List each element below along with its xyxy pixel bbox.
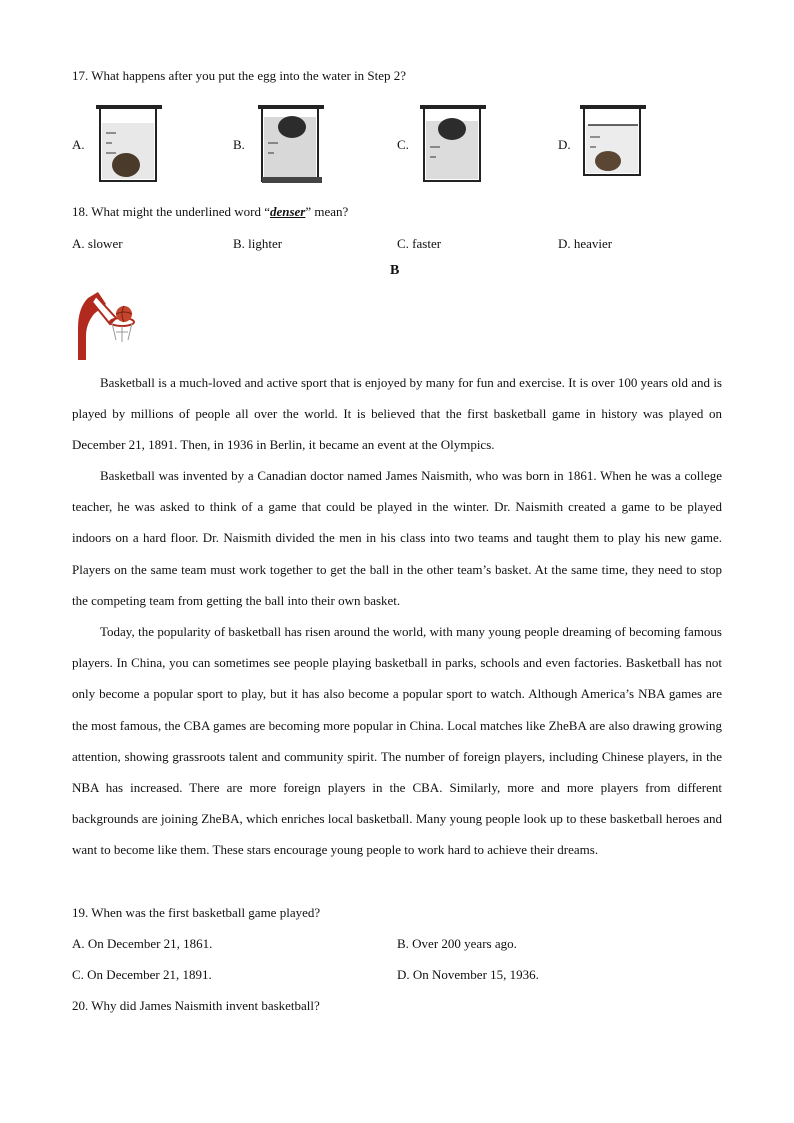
section-label: B [390, 263, 400, 278]
question-20: 20. Why did James Naismith invent basketball? [72, 998, 320, 1013]
q18-prefix: 18. What might the underlined word “ [72, 204, 270, 219]
q18-suffix: ” mean? [305, 204, 349, 219]
q19-option-c[interactable]: C. On December 21, 1891. [72, 967, 212, 982]
passage-paragraph-2: Basketball was invented by a Canadian doctor named James Naismith, who was born in 1861. When he was a college teacher, he was asked to think of a game that could be played in the winter. Dr. Naismith created a game to be played indoors on a hard floor. Dr. Naismith divided the men in his class into two teams and taught them to play his new game. Players on the same team must work together to get the ball in the other team’s basket. At the same time, they need to stop the competing team from getting the ball into their own basket. [72, 468, 722, 608]
basketball-hoop-icon [70, 288, 138, 362]
beaker-egg-bottom-clear-image [578, 103, 648, 179]
q17-option-d[interactable]: D. [558, 137, 571, 152]
q18-option-b[interactable]: B. lighter [233, 236, 283, 251]
q19-option-a[interactable]: A. On December 21, 1861. [72, 936, 213, 951]
passage-paragraph-3: Today, the popularity of basketball has risen around the world, with many young people dreaming of becoming famous players. In China, you can sometimes see people playing basketball in parks, schools and even factories. Basketball has not only become a popular sport to play, but it has also become a popular sport to watch. Although America’s NBA games are the most famous, the CBA games are becoming more popular in China. Local matches like ZheBA are also drawing growing attention, showing grassroots talent and community spirit. The number of foreign players, including Chinese players, in the NBA has increased. There are more foreign players in the CBA. Similarly, more and more players from different backgrounds are joining ZheBA, which enriches local basketball. Many young people look up to these basketball heroes and want to become like them. These stars encourage young people to work hard to achieve their dreams. [72, 624, 722, 858]
beaker-egg-bottom-image [94, 103, 164, 185]
passage-paragraph-1: Basketball is a much-loved and active sport that is enjoyed by many for fun and exercise. It is over 100 years old and is played by millions of people all over the world. It is believed that the first basketball game in history was played on December 21, 1891. Then, in 1936 in Berlin, it became an event at the Olympics. [72, 375, 722, 453]
q17-option-a[interactable]: A. [72, 137, 85, 152]
q17-option-b[interactable]: B. [233, 137, 245, 152]
beaker-egg-floating-image [418, 103, 488, 185]
q19-option-b[interactable]: B. Over 200 years ago. [397, 936, 517, 951]
q18-underlined-word: denser [269, 204, 306, 219]
question-17: 17. What happens after you put the egg into the water in Step 2? [72, 68, 407, 83]
question-18 [72, 204, 348, 220]
q18-option-a[interactable]: A. slower [72, 236, 123, 251]
question-19: 19. When was the first basketball game played? [72, 905, 321, 920]
q17-option-c[interactable]: C. [397, 137, 409, 152]
q19-option-d[interactable]: D. On November 15, 1936. [397, 967, 539, 982]
beaker-egg-top-image [256, 103, 326, 185]
q18-option-d[interactable]: D. heavier [558, 236, 613, 251]
q18-option-c[interactable]: C. faster [397, 236, 442, 251]
